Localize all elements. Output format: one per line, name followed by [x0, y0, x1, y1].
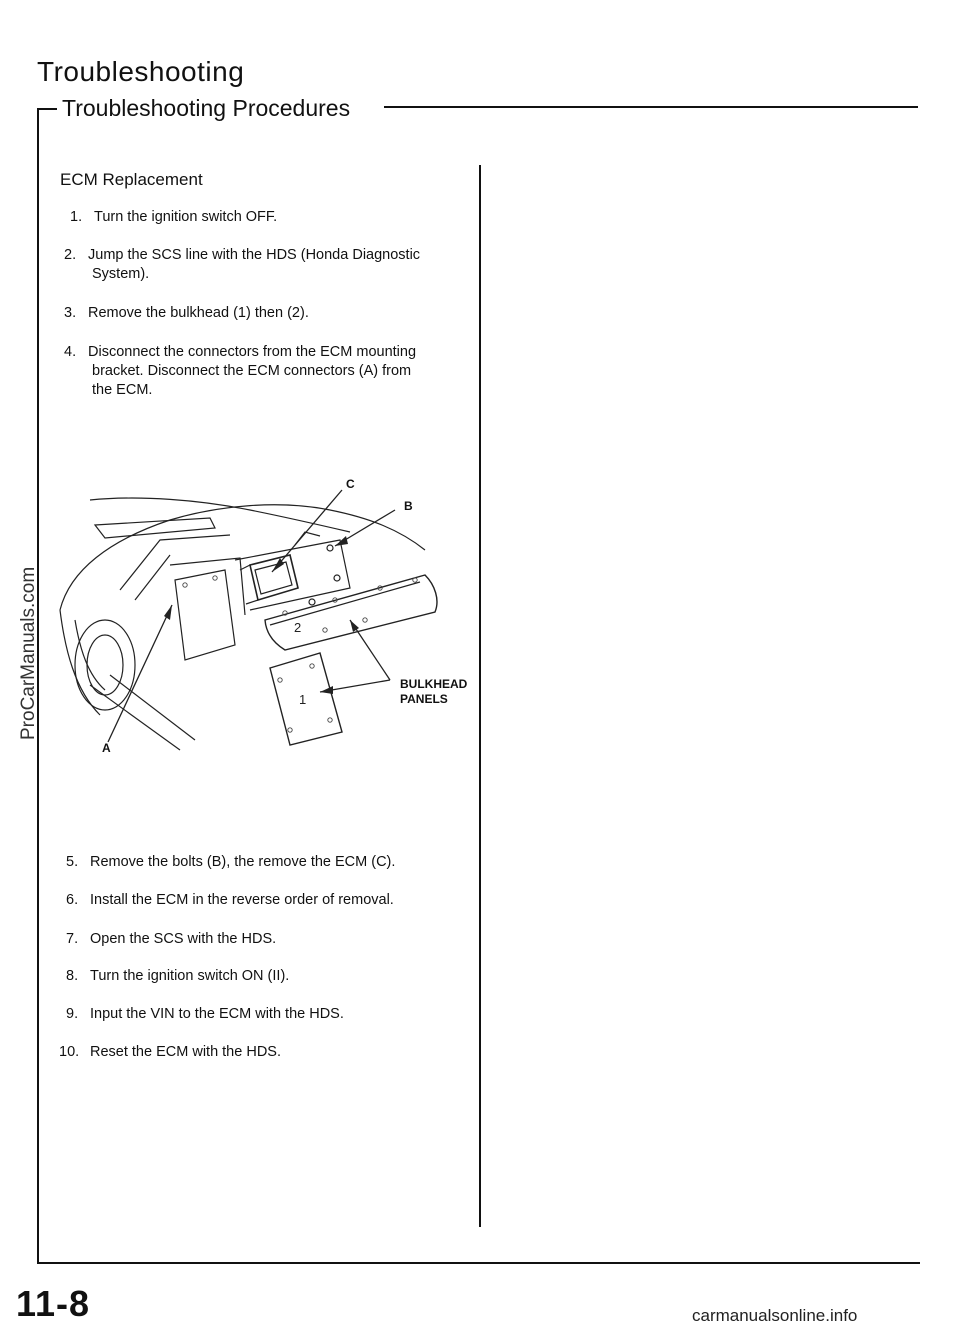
- step-number: 8.: [66, 968, 79, 984]
- ecm-location-illustration: [50, 470, 490, 770]
- ecm-module: [240, 555, 298, 604]
- step-7: [66, 930, 276, 949]
- step-text: Input the VIN to the ECM with the HDS.: [90, 1006, 344, 1022]
- step-2: [64, 246, 420, 284]
- step-10: [59, 1043, 281, 1062]
- step-text: Remove the bulkhead (1) then (2).: [88, 305, 309, 321]
- step-1: [70, 208, 277, 227]
- callout-c: C: [346, 477, 355, 491]
- step-text-cont: System).: [92, 266, 150, 282]
- footer-rule: [37, 1262, 920, 1264]
- step-5: [66, 853, 395, 872]
- step-text: Disconnect the connectors from the ECM mounting: [88, 344, 417, 360]
- step-text: Open the SCS with the HDS.: [90, 931, 277, 947]
- step-text: Jump the SCS line with the HDS (Honda Diagnostic: [88, 247, 421, 263]
- bolt: [334, 575, 340, 581]
- step-text: Turn the ignition switch ON (II).: [90, 968, 290, 984]
- step-number: 7.: [66, 931, 79, 947]
- callout-a: A: [102, 741, 111, 755]
- bulkhead-panel-2: [265, 575, 437, 650]
- step-number: 2.: [64, 247, 77, 263]
- step-text: Remove the bolts (B), the remove the ECM (C).: [90, 854, 396, 870]
- step-number: 9.: [66, 1006, 79, 1022]
- callout-2: 2: [294, 620, 302, 635]
- header-rule-right: [384, 106, 918, 108]
- watermark-side: ProCarManuals.com: [18, 566, 39, 740]
- leader-line-c: [272, 490, 342, 572]
- bolt: [309, 599, 315, 605]
- callout-bulkhead-line1: BULKHEAD: [400, 677, 468, 691]
- callout-b: B: [404, 499, 413, 513]
- section-title: Troubleshooting: [37, 56, 245, 87]
- subsection-title: Troubleshooting Procedures: [62, 95, 358, 122]
- step-6: [66, 891, 394, 910]
- procedure-heading: ECM Replacement: [60, 170, 203, 189]
- step-8: [66, 967, 289, 986]
- header-rule-left-tick: [37, 108, 57, 110]
- step-text-cont: bracket. Disconnect the ECM connectors (A) from: [92, 363, 412, 379]
- step-number: 5.: [66, 854, 79, 870]
- step-9: [66, 1005, 344, 1024]
- step-number: 1.: [70, 209, 83, 225]
- step-text: Turn the ignition switch OFF.: [94, 209, 278, 225]
- page-number: 11-8: [16, 1283, 91, 1324]
- callout-1: 1: [299, 692, 307, 707]
- step-3: [64, 304, 309, 323]
- step-number: 10.: [59, 1044, 80, 1060]
- step-text: Reset the ECM with the HDS.: [90, 1044, 281, 1060]
- callout-bulkhead-line2: PANELS: [400, 692, 448, 706]
- step-number: 4.: [64, 344, 77, 360]
- step-number: 3.: [64, 305, 77, 321]
- bolt: [327, 545, 333, 551]
- watermark-bottom: carmanualsonline.info: [692, 1306, 858, 1325]
- step-text-cont: the ECM.: [92, 382, 153, 398]
- step-number: 6.: [66, 892, 79, 908]
- step-text: Install the ECM in the reverse order of removal.: [90, 892, 394, 908]
- car-body-outline: [60, 505, 425, 610]
- step-4: [64, 343, 416, 400]
